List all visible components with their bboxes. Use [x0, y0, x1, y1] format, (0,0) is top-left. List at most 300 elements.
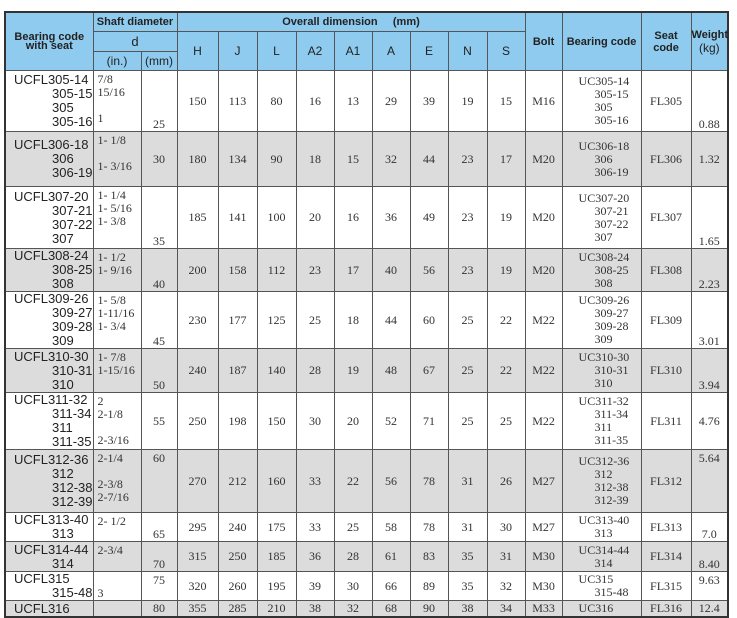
- bearing-code-line: 311-35: [594, 433, 629, 447]
- dim-a-cell: 36: [372, 187, 410, 249]
- header-seat-code: Seat code: [641, 12, 691, 71]
- dim-n-cell: 25: [448, 349, 487, 393]
- bearing-code-line: 307-21: [594, 203, 629, 218]
- table-row: [5, 601, 728, 618]
- bearing-code-line: UC309-26: [578, 293, 630, 307]
- inch-line: 1- 3/8: [97, 214, 126, 228]
- code-line: 308: [52, 276, 74, 291]
- dim-j-cell: 187: [218, 349, 257, 393]
- dim-a2-cell: 28: [296, 349, 334, 393]
- inch-line: 2- 1/2: [97, 514, 126, 528]
- header-bearing-code-with-seat: Bearing code with seat: [5, 12, 93, 71]
- dim-a2-cell: 38: [296, 601, 334, 618]
- table-row: [5, 349, 728, 393]
- dim-s-cell: 31: [487, 542, 525, 572]
- code-line: UCFL306-18: [14, 137, 89, 152]
- dim-e-cell: 39: [410, 71, 448, 132]
- table-row: [5, 132, 728, 187]
- table-header: [5, 12, 728, 71]
- code-line: UCFL315: [14, 571, 70, 586]
- code-line: 312: [52, 466, 74, 481]
- shaft-mm-cell: 75: [141, 572, 177, 601]
- bearing-code-with-seat-cell: [5, 292, 93, 349]
- shaft-inch-cell: [93, 132, 141, 187]
- header-dim-a: A: [372, 32, 410, 71]
- code-line: 310: [52, 376, 74, 392]
- code-line: 307-22: [52, 216, 93, 232]
- inch-line: 1-11/16: [97, 306, 135, 320]
- table-row: [5, 249, 728, 292]
- code-line: UCFL314-44: [14, 541, 89, 557]
- bearing-code-line: 305: [594, 100, 613, 114]
- code-line: 311-34: [52, 406, 92, 421]
- table-body: [5, 71, 728, 618]
- bearing-code-line: 305-15: [594, 87, 629, 101]
- dim-l-cell: 125: [257, 292, 296, 349]
- dim-l-cell: 80: [257, 71, 296, 132]
- table-row: [5, 450, 728, 513]
- table-row: [5, 393, 728, 450]
- inch-line: [98, 528, 141, 541]
- dim-e-cell: 44: [410, 132, 448, 187]
- dim-l-cell: 150: [257, 393, 296, 450]
- bearing-code-line: UC311-32: [578, 394, 629, 408]
- code-line: 309-27: [52, 305, 93, 320]
- dim-n-cell: 25: [448, 292, 487, 349]
- code-line: UCFL308-24: [14, 248, 89, 263]
- code-line: 309-28: [52, 319, 93, 334]
- shaft-mm-cell: 60: [141, 450, 177, 513]
- bearing-code-line: 310: [594, 376, 613, 390]
- bolt-cell: M22: [525, 393, 562, 450]
- header-mm: (mm): [141, 52, 177, 71]
- weight-cell: 5.64: [691, 450, 728, 513]
- dim-n-cell: 31: [448, 450, 487, 513]
- bolt-cell: M27: [525, 513, 562, 542]
- bearing-code-cell: [562, 601, 641, 618]
- bearing-code-line: 309: [594, 332, 613, 346]
- seat-code-cell: FL316: [641, 601, 691, 618]
- weight-cell: 0.88: [691, 71, 728, 132]
- dim-a1-cell: 32: [334, 601, 372, 618]
- dim-e-cell: 78: [410, 513, 448, 542]
- inch-line: [98, 99, 141, 112]
- bearing-code-with-seat-cell: [5, 71, 93, 132]
- dim-j-cell: 250: [218, 542, 257, 572]
- shaft-mm-cell: 45: [141, 292, 177, 349]
- dim-h-cell: 315: [177, 542, 218, 572]
- dim-n-cell: 23: [448, 187, 487, 249]
- dim-a-cell: 58: [372, 513, 410, 542]
- bearing-code-cell: [562, 249, 641, 292]
- header-dim-a1: A1: [334, 32, 372, 71]
- dim-s-cell: 17: [487, 132, 525, 187]
- weight-cell: 3.94: [691, 349, 728, 393]
- header-d: d: [93, 32, 177, 52]
- shaft-mm-cell: 35: [141, 187, 177, 249]
- dim-a2-cell: 18: [296, 132, 334, 187]
- bearing-code-cell: [562, 393, 641, 450]
- dim-h-cell: 230: [177, 292, 218, 349]
- dim-n-cell: 35: [448, 572, 487, 601]
- dim-n-cell: 23: [448, 249, 487, 292]
- bearing-code-line: 307: [594, 229, 613, 244]
- dim-j-cell: 134: [218, 132, 257, 187]
- bearing-code-cell: [562, 450, 641, 513]
- dim-a2-cell: 23: [296, 249, 334, 292]
- code-line: UCFL313-40: [14, 512, 89, 527]
- weight-cell: 2.23: [691, 249, 728, 292]
- dim-h-cell: 240: [177, 349, 218, 393]
- bearing-code-line: 307-22: [594, 216, 629, 231]
- code-line: 305: [52, 100, 74, 115]
- shaft-mm-cell: 80: [141, 601, 177, 618]
- dim-j-cell: 212: [218, 450, 257, 513]
- shaft-inch-cell: [93, 187, 141, 249]
- bearing-code-line: UC314-44: [578, 542, 630, 557]
- code-line: 310-31: [52, 362, 93, 378]
- dim-l-cell: 210: [257, 601, 296, 618]
- dim-a-cell: 68: [372, 601, 410, 618]
- shaft-mm-cell: 50: [141, 349, 177, 393]
- dim-n-cell: 38: [448, 601, 487, 618]
- bearing-code-cell: [562, 71, 641, 132]
- bearing-code-line: 308: [594, 275, 613, 290]
- shaft-inch-cell: [93, 513, 141, 542]
- dim-e-cell: 71: [410, 393, 448, 450]
- shaft-mm-cell: 40: [141, 249, 177, 292]
- bearing-code-line: 312: [594, 467, 613, 481]
- inch-line: [98, 603, 141, 616]
- dim-a-cell: 61: [372, 542, 410, 572]
- inch-line: 1-15/16: [97, 363, 135, 377]
- inch-line: [98, 574, 141, 587]
- dim-e-cell: 78: [410, 450, 448, 513]
- header-bolt: Bolt: [525, 12, 562, 71]
- weight-cell: 1.32: [691, 132, 728, 187]
- bearing-code-with-seat-cell: [5, 450, 93, 513]
- dim-a-cell: 40: [372, 249, 410, 292]
- dim-a1-cell: 15: [334, 132, 372, 187]
- dim-n-cell: 25: [448, 393, 487, 450]
- bearing-code-with-seat-cell: [5, 542, 93, 572]
- inch-line: 2-3/16: [97, 433, 129, 447]
- dim-l-cell: 140: [257, 349, 296, 393]
- bearing-code-line: 308-25: [594, 262, 629, 277]
- dim-l-cell: 90: [257, 132, 296, 187]
- bearing-code-with-seat-cell: [5, 393, 93, 450]
- bolt-cell: M33: [525, 601, 562, 618]
- bearing-code-with-seat-cell: [5, 349, 93, 393]
- inch-line: 1- 5/16: [97, 201, 132, 215]
- inch-line: 2-1/8: [97, 407, 123, 421]
- code-line: UCFL305-14: [14, 72, 89, 87]
- dim-j-cell: 260: [218, 572, 257, 601]
- bolt-cell: M20: [525, 132, 562, 187]
- dim-h-cell: 200: [177, 249, 218, 292]
- inch-line: 3: [97, 586, 104, 600]
- inch-line: 2-7/16: [97, 490, 129, 504]
- shaft-mm-cell: 70: [141, 542, 177, 572]
- bearing-code-cell: [562, 542, 641, 572]
- code-line: 309: [52, 333, 74, 348]
- code-line: 313: [52, 526, 74, 541]
- shaft-mm-cell: 30: [141, 132, 177, 187]
- dim-a1-cell: 17: [334, 249, 372, 292]
- shaft-inch-cell: [93, 601, 141, 618]
- bearing-code-line: 306-19: [594, 164, 629, 179]
- table-row: [5, 572, 728, 601]
- bearing-code-line: UC316: [578, 601, 614, 615]
- inch-line: 2-3/4: [97, 543, 123, 557]
- code-line: 314: [52, 555, 74, 571]
- dim-a1-cell: 19: [334, 349, 372, 393]
- shaft-inch-cell: [93, 450, 141, 513]
- table-row: [5, 542, 728, 572]
- bearing-code-cell: [562, 513, 641, 542]
- bolt-cell: M20: [525, 249, 562, 292]
- dim-n-cell: 35: [448, 542, 487, 572]
- bearing-code-line: 311: [594, 420, 613, 434]
- code-line: 306-19: [52, 165, 93, 180]
- bearing-code-line: 312-38: [594, 480, 629, 494]
- inch-line: 1: [97, 111, 104, 125]
- table-row: [5, 513, 728, 542]
- code-line: 307: [52, 230, 74, 246]
- dim-e-cell: 60: [410, 292, 448, 349]
- bearing-code-line: UC313-40: [578, 513, 630, 527]
- bearing-code-with-seat-cell: [5, 132, 93, 187]
- bolt-cell: M20: [525, 187, 562, 249]
- dim-a1-cell: 22: [334, 450, 372, 513]
- shaft-inch-cell: [93, 71, 141, 132]
- bearing-code-cell: [562, 572, 641, 601]
- code-line: UCFL312-36: [14, 452, 89, 467]
- inch-line: 1- 9/16: [97, 263, 132, 277]
- code-line: 305-15: [52, 86, 93, 101]
- code-line: UCFL307-20: [14, 188, 89, 204]
- dim-e-cell: 67: [410, 349, 448, 393]
- bearing-code-line: UC305-14: [578, 74, 630, 88]
- header-dim-n: N: [448, 32, 487, 71]
- bolt-cell: M27: [525, 450, 562, 513]
- bearing-code-line: 311-34: [594, 407, 629, 421]
- seat-code-cell: FL312: [641, 450, 691, 513]
- bearing-code-with-seat-cell: [5, 249, 93, 292]
- seat-code-cell: FL305: [641, 71, 691, 132]
- seat-code-cell: FL313: [641, 513, 691, 542]
- dim-s-cell: 25: [487, 393, 525, 450]
- bearing-code-line: 309-27: [594, 306, 629, 320]
- bearing-code-with-seat-cell: [5, 572, 93, 601]
- inch-line: [98, 277, 141, 290]
- dim-a-cell: 48: [372, 349, 410, 393]
- bearing-code-cell: [562, 187, 641, 249]
- weight-cell: 1.65: [691, 187, 728, 249]
- inch-line: 7/8: [97, 72, 113, 86]
- bearing-code-line: 313: [594, 526, 613, 540]
- shaft-inch-cell: [93, 292, 141, 349]
- inch-line: 2: [97, 394, 104, 408]
- dim-h-cell: 150: [177, 71, 218, 132]
- dim-s-cell: 19: [487, 249, 525, 292]
- dim-a2-cell: 16: [296, 71, 334, 132]
- inch-line: [98, 557, 141, 570]
- code-line: UCFL309-26: [14, 291, 89, 306]
- inch-line: 2-3/8: [97, 477, 123, 491]
- bearing-code-line: UC306-18: [578, 138, 630, 153]
- weight-cell: 8.40: [691, 542, 728, 572]
- seat-code-cell: FL306: [641, 132, 691, 187]
- table-row: [5, 187, 728, 249]
- dim-a2-cell: 25: [296, 292, 334, 349]
- weight-cell: 4.76: [691, 393, 728, 450]
- dim-s-cell: 30: [487, 513, 525, 542]
- dim-a-cell: 56: [372, 450, 410, 513]
- inch-line: 15/16: [97, 85, 125, 99]
- dim-s-cell: 15: [487, 71, 525, 132]
- bearing-code-with-seat-cell: [5, 187, 93, 249]
- seat-code-cell: FL308: [641, 249, 691, 292]
- bearing-code-line: 314: [594, 555, 613, 570]
- dim-a1-cell: 30: [334, 572, 372, 601]
- shaft-inch-cell: [93, 572, 141, 601]
- bearing-code-cell: [562, 292, 641, 349]
- dim-a-cell: 32: [372, 132, 410, 187]
- code-line: 312-39: [52, 494, 93, 509]
- seat-code-cell: FL310: [641, 349, 691, 393]
- dim-s-cell: 22: [487, 292, 525, 349]
- dim-j-cell: 113: [218, 71, 257, 132]
- dim-s-cell: 32: [487, 572, 525, 601]
- dim-a1-cell: 25: [334, 513, 372, 542]
- inch-line: 1- 1/2: [97, 250, 126, 264]
- shaft-inch-cell: [93, 349, 141, 393]
- header-weight-unit: (kg): [698, 40, 720, 55]
- table-row: [5, 71, 728, 132]
- code-line: 311: [52, 420, 73, 435]
- bolt-cell: M22: [525, 349, 562, 393]
- dim-a2-cell: 33: [296, 513, 334, 542]
- inch-line: 1- 3/4: [97, 319, 126, 333]
- inch-line: 1- 5/8: [97, 293, 126, 307]
- dim-a-cell: 29: [372, 71, 410, 132]
- shaft-inch-cell: [93, 542, 141, 572]
- shaft-mm-cell: 25: [141, 71, 177, 132]
- shaft-mm-cell: 55: [141, 393, 177, 450]
- dim-a2-cell: 36: [296, 542, 334, 572]
- dim-a2-cell: 39: [296, 572, 334, 601]
- shaft-inch-cell: [93, 393, 141, 450]
- seat-code-cell: FL311: [641, 393, 691, 450]
- seat-code-cell: FL309: [641, 292, 691, 349]
- dim-a1-cell: 16: [334, 187, 372, 249]
- bearing-code-line: 305-16: [594, 113, 629, 127]
- dim-n-cell: 31: [448, 513, 487, 542]
- shaft-mm-cell: 65: [141, 513, 177, 542]
- bearing-code-line: 306: [594, 151, 613, 166]
- bearing-code-line: 309-28: [594, 319, 629, 333]
- dim-e-cell: 90: [410, 601, 448, 618]
- seat-code-cell: FL307: [641, 187, 691, 249]
- bolt-cell: M16: [525, 71, 562, 132]
- inch-line: 1- 3/16: [97, 159, 132, 173]
- weight-cell: 9.63: [691, 572, 728, 601]
- dim-e-cell: 49: [410, 187, 448, 249]
- code-line: 311-35: [52, 434, 92, 449]
- dim-e-cell: 89: [410, 572, 448, 601]
- bolt-cell: M30: [525, 542, 562, 572]
- bearing-spec-table: [4, 11, 729, 618]
- header-dim-s: S: [487, 32, 525, 71]
- inch-line: [98, 333, 141, 346]
- seat-code-cell: FL314: [641, 542, 691, 572]
- dim-j-cell: 158: [218, 249, 257, 292]
- dim-a2-cell: 30: [296, 393, 334, 450]
- dim-j-cell: 177: [218, 292, 257, 349]
- dim-h-cell: 250: [177, 393, 218, 450]
- code-line: UCFL310-30: [14, 348, 89, 364]
- header-weight: [691, 12, 728, 71]
- dim-h-cell: 320: [177, 572, 218, 601]
- inch-line: 1- 1/4: [97, 188, 126, 202]
- code-line: 315-48: [52, 585, 93, 600]
- bearing-code-line: 312-39: [594, 493, 629, 507]
- header-dim-h: H: [177, 32, 218, 71]
- dim-a1-cell: 20: [334, 393, 372, 450]
- shaft-inch-cell: [93, 249, 141, 292]
- table-row: [5, 292, 728, 349]
- bearing-code-line: UC310-30: [578, 350, 630, 364]
- header-overall-dimension: Overall dimension (mm): [177, 12, 525, 32]
- inch-line: 1- 7/8: [97, 350, 126, 364]
- dim-s-cell: 19: [487, 187, 525, 249]
- dim-n-cell: 19: [448, 71, 487, 132]
- dim-j-cell: 141: [218, 187, 257, 249]
- dim-e-cell: 56: [410, 249, 448, 292]
- seat-code-cell: FL315: [641, 572, 691, 601]
- inch-line: 1- 1/8: [97, 133, 126, 147]
- bearing-code-with-seat-cell: [5, 513, 93, 542]
- dim-s-cell: 22: [487, 349, 525, 393]
- bearing-code-line: UC307-20: [578, 190, 630, 205]
- dim-a-cell: 52: [372, 393, 410, 450]
- header-dim-e: E: [410, 32, 448, 71]
- bearing-code-with-seat-cell: [5, 601, 93, 618]
- code-line: 308-25: [52, 262, 93, 277]
- code-line: 306: [52, 151, 74, 166]
- weight-cell: 7.0: [691, 513, 728, 542]
- dim-j-cell: 240: [218, 513, 257, 542]
- dim-l-cell: 160: [257, 450, 296, 513]
- dim-a2-cell: 20: [296, 187, 334, 249]
- bearing-code-line: UC312-36: [578, 454, 630, 468]
- header-in: (in.): [93, 52, 141, 71]
- header-dim-l: L: [257, 32, 296, 71]
- dim-a1-cell: 18: [334, 292, 372, 349]
- code-line: 307-21: [52, 202, 93, 218]
- dim-h-cell: 185: [177, 187, 218, 249]
- dim-a1-cell: 13: [334, 71, 372, 132]
- inch-line: [98, 228, 141, 241]
- bearing-code-line: UC308-24: [578, 249, 630, 264]
- dim-a2-cell: 33: [296, 450, 334, 513]
- code-line: UCFL311-32: [14, 392, 88, 407]
- inch-line: 2-1/4: [97, 451, 123, 465]
- bolt-cell: M30: [525, 572, 562, 601]
- dim-h-cell: 355: [177, 601, 218, 618]
- dim-l-cell: 175: [257, 513, 296, 542]
